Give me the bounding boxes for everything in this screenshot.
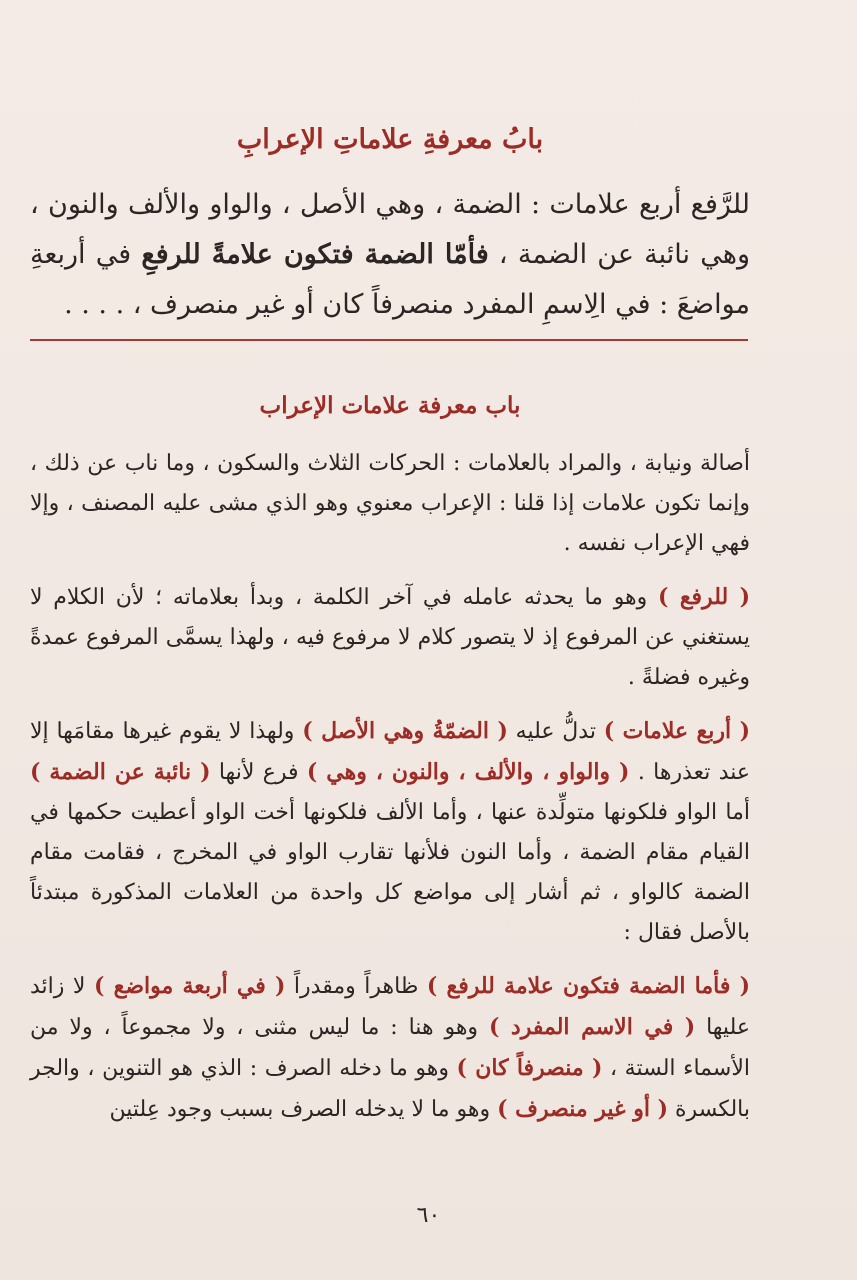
sharh-p3-t2: ولهذا لا يقوم غيرها مقامَها إلا عند تعذرها . [30, 719, 751, 785]
matn-title: بابُ معرفةِ علاماتِ الإعرابِ [236, 124, 544, 155]
sharh-p4-t3: وهو هنا : ما ليس مثنى ، ولا مجموعاً ، ولا من الأسماء الستة ، [30, 1015, 750, 1081]
quote-lil-raf: ( للرفع ) [658, 584, 750, 610]
quote-munsarif: ( منصرفاً كان ) [456, 1055, 603, 1081]
matn-p1-b: فأمّا الضمة فتكون علامةً للرفعِ [141, 239, 489, 270]
sharh-p4-t1: ظاهراً ومقدراً [285, 974, 427, 999]
sharh-p4-t2: لا زائد عليها [30, 974, 750, 1040]
section-divider [30, 339, 748, 341]
sharh-p2-text: وهو ما يحدثه عامله في آخر الكلمة ، وبدأ بعلاماته ؛ لأن الكلام لا يستغني عن المرفوع إذ لا يتصور كلام لا مرفوع فيه ، ولهذا يسمَّى المرفوع عمدةً وغيره فضلةً . [30, 585, 750, 690]
page-number: ٦٠ [416, 1203, 441, 1228]
sharh-paragraph-3 [30, 711, 750, 953]
sharh-paragraph-1: أصالة ونيابة ، والمراد بالعلامات : الحركات الثلاث والسكون ، وما ناب عن ذلك ، وإنما تكون علامات إذا قلنا : الإعراب معنوي وهو الذي مشى عليه المصنف ، وإلا فهي الإعراب نفسه . [30, 451, 750, 556]
matn-p1-c: في أربعةِ مواضعَ : في الِاسمِ المفرد منصرفاً كان أو غير منصرف ، . . . . [30, 239, 750, 320]
quote-ism-mufrad: ( في الاسم المفرد ) [488, 1014, 696, 1040]
sharh-p3-t1: تدلُّ عليه [507, 719, 604, 744]
quote-waw-alif-nun: ( والواو ، والألف ، والنون ، وهي ) [306, 759, 630, 785]
quote-amma-damma: ( فأما الضمة فتكون علامة للرفع ) [426, 973, 750, 999]
sharh-p3-t4: أما الواو فلكونها متولِّدة عنها ، وأما الألف فلكونها أخت الواو أعطيت حكمها في القيام مقام الضمة ، وأما النون فلأنها تقارب الواو في المخرج ، فقامت مقام الضمة كالواو ، ثم أشار إلى مواضع كل واحدة من العلامات المذكورة مبتدئاً بالأصل فقال : [30, 800, 750, 945]
quote-arba-alamat: ( أربع علامات ) [603, 718, 750, 744]
quote-damma-asl: ( الضمّةُ وهي الأصل ) [302, 718, 508, 744]
sharh-p3-t3: فرع لأنها [210, 760, 307, 785]
sharh-title: باب معرفة علامات الإعراب [259, 392, 521, 419]
quote-naiba: ( نائبة عن الضمة ) [30, 759, 211, 785]
sharh-paragraph-4 [30, 966, 750, 1130]
sharh-paragraph-2 [30, 577, 750, 698]
sharh-p4-t4: وهو ما دخله الصرف : الذي هو التنوين ، والجر بالكسرة [30, 1056, 750, 1122]
sharh-p4-t5: وهو ما لا يدخله الصرف بسبب وجود عِلتين [109, 1097, 498, 1122]
matn-paragraph [30, 180, 750, 330]
matn-text [30, 180, 750, 330]
matn-p1-a: للرَّفع أربع علامات : الضمة ، وهي الأصل ، والواو والألف والنون ، وهي نائبة عن الضمة ، [30, 189, 750, 270]
quote-arba-mawadi: ( في أربعة مواضع ) [94, 973, 286, 999]
sharh-text [30, 444, 750, 1143]
quote-ghayr-munsarif: ( أو غير منصرف ) [497, 1096, 669, 1122]
